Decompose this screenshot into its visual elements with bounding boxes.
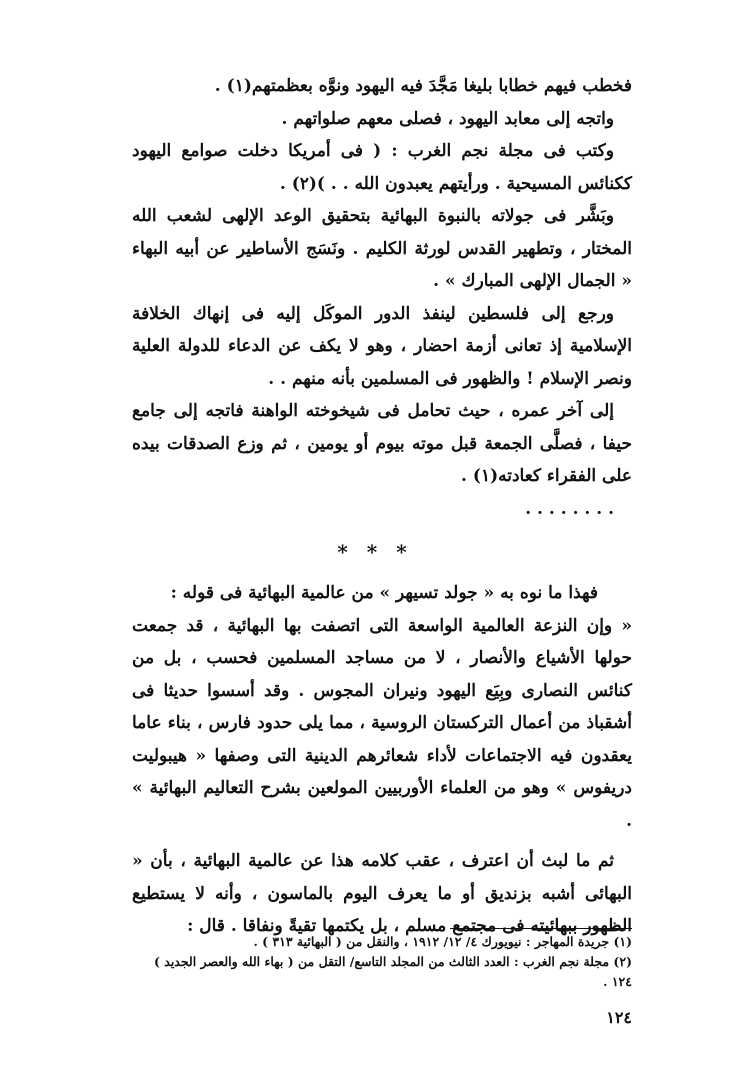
- footnote: (٢) مجلة نجم الغرب : العدد الثالث من المجلد التاسع/ التقل من ( بهاء الله والعصر الجديد ): [154, 954, 632, 969]
- paragraph: ثم ما لبث أن اعترف ، عقب كلامه هذا عن عالمية البهائية ، بأن « البهائى أشبه بزنديق أو ما يعرف اليوم بالماسون ، وأنه لا يستطيع الظهور ببهائيته فى مجتمع مسلم ، بل يكتمها تقيةً ونفاقا . قال :: [132, 851, 632, 936]
- page-number: ١٢٤: [606, 1008, 632, 1027]
- paragraph: ورجع إلى فلسطين لينفذ الدور الموكَل إليه فى إنهاك الخلافة الإسلامية إذ تعانى أزمة احضار ، وهو لا يكف عن الدعاء للدولة العلية ونصر الإسلام ! والظهور فى المسلمين بأنه منهم . .: [132, 303, 632, 389]
- paragraph: واتجه إلى معابد اليهود ، فصلى معهم صلواتهم .: [281, 108, 614, 129]
- ellipsis-line: . . . . . . . .: [525, 498, 614, 519]
- paragraph: فهذا ما نوه به « جولد تسيهر » من عالمية البهائية فى قوله :: [170, 583, 598, 603]
- footnotes: [140, 932, 632, 992]
- footnote: ١٢٤ .: [603, 974, 632, 989]
- footnote-divider: [450, 928, 632, 929]
- bottom-text-block: [132, 577, 632, 943]
- section-separator: * * *: [337, 540, 413, 564]
- paragraph: فخطب فيهم خطابا بليغا مَجَّدَ فيه اليهود ونوَّه بعظمتهم(١) .: [214, 76, 632, 96]
- paragraph: وبَشَّر فى جولاته بالنبوة البهائية بتحقيق الوعد الإلهى لشعب الله المختار ، وتطهير القدس لورثة الكليم . ونَسَج الأساطير عن أبيه البهاء « الجمال الإلهى المبارك » .: [132, 206, 632, 291]
- quote-paragraph: « وإن النزعة العالمية الواسعة التى اتصفت بها البهائية ، قد جمعت حولها الأشياع والأنصار ، لا من مساجد المسلمين فحسب ، بل من كنائس النصارى وبِيَع اليهود ونيران المجوس . وقد أسسوا حديثا فى أشقباذ من أعمال التركستان الروسية ، مما يلى حدود فارس ، بناء عاما يعقدون فيه الاجتماعات لأداء شعائرهم الدينية التى وصفها « هيبوليت دريفوس » وهو من العلماء الأوربيين المولعين بشرح التعاليم البهائية » .: [132, 615, 632, 831]
- paragraph: وكتب فى مجلة نجم الغرب : ( فى أمريكا دخلت صوامع اليهود ككنائس المسيحية . ورأيتهم يعبدون الله . . )(٢) .: [132, 141, 632, 194]
- top-text-block: [132, 70, 632, 525]
- paragraph: إلى آخر عمره ، حيث تحامل فى شيخوخته الواهنة فاتجه إلى جامع حيفا ، فصلَّى الجمعة قبل موته بيوم أو يومين ، ثم وزع الصدقات بيده على الفقراء كعادته(١) .: [132, 401, 632, 486]
- footnote: (١) جريدة المهاجر : نيويورك ٤/ ١٢/ ١٩١٢ ، والنقل من ( البهائية ٣١٣ ) .: [253, 934, 632, 949]
